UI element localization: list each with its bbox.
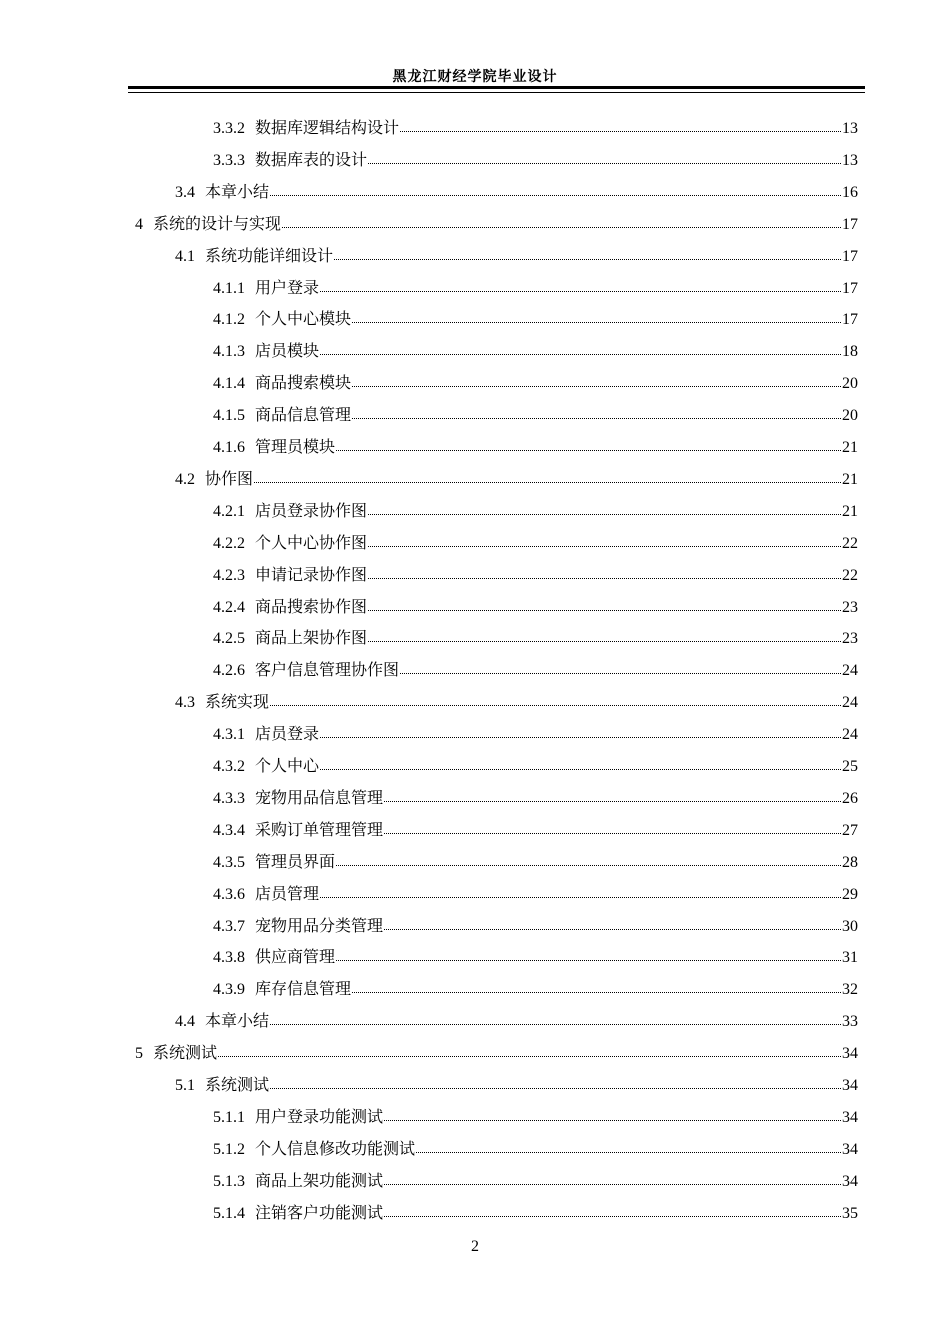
toc-entry-number: 4.2.1 — [213, 502, 245, 520]
toc-entry-number: 3.3.3 — [213, 151, 245, 169]
toc-entry-page: 24 — [842, 726, 858, 744]
toc-entry-page: 34 — [842, 1108, 858, 1126]
toc-dot-leader — [334, 245, 841, 260]
toc-entry[interactable] — [175, 691, 858, 713]
toc-entry-page: 34 — [842, 1172, 858, 1190]
toc-entry-number: 4.2 — [175, 470, 195, 488]
toc-dot-leader — [352, 978, 841, 993]
toc-dot-leader — [320, 340, 841, 355]
toc-entry-page: 31 — [842, 949, 858, 967]
header-rule-thick — [128, 86, 865, 89]
toc-entry-number: 4.2.5 — [213, 630, 245, 648]
toc-dot-leader — [368, 532, 841, 547]
toc-entry-page: 29 — [842, 885, 858, 903]
toc-entry[interactable] — [213, 851, 858, 873]
toc-entry-page: 13 — [842, 120, 858, 137]
toc-entry[interactable] — [213, 755, 858, 777]
toc-entry-page: 34 — [842, 1140, 858, 1158]
toc-entry-number: 4.2.3 — [213, 566, 245, 584]
toc-entry-title: 商品上架协作图 — [255, 628, 368, 648]
toc-entry-page: 18 — [842, 343, 858, 361]
toc-entry-title: 店员管理 — [255, 883, 320, 903]
toc-dot-leader — [384, 915, 841, 930]
toc-entry[interactable] — [175, 1074, 858, 1096]
toc-dot-leader — [352, 404, 841, 419]
toc-entry-title: 宠物用品信息管理 — [255, 787, 384, 807]
toc-entry-title: 数据库表的设计 — [255, 149, 368, 169]
toc-dot-leader — [352, 308, 841, 323]
toc-entry-page: 32 — [842, 981, 858, 999]
toc-entry[interactable] — [213, 500, 858, 522]
toc-entry-title: 本章小结 — [205, 181, 270, 201]
toc-entry-number: 4.3.7 — [213, 917, 245, 935]
toc-dot-leader — [368, 500, 841, 515]
toc-entry[interactable] — [213, 532, 858, 554]
toc-entry-number: 4.1.3 — [213, 343, 245, 361]
toc-entry[interactable] — [213, 915, 858, 937]
toc-entry-page: 21 — [842, 502, 858, 520]
toc-dot-leader — [320, 277, 841, 292]
toc-dot-leader — [254, 468, 841, 483]
toc-entry-page: 34 — [842, 1077, 858, 1094]
toc-dot-leader — [218, 1042, 841, 1057]
toc-entry-number: 4.2.4 — [213, 598, 245, 616]
toc-entry-page: 24 — [842, 694, 858, 712]
toc-entry-page: 23 — [842, 598, 858, 616]
toc-dot-leader — [400, 659, 841, 674]
toc-entry-number: 4.1.2 — [213, 311, 245, 329]
header-rule-thin — [128, 92, 865, 93]
toc-entry-title: 数据库逻辑结构设计 — [255, 118, 400, 137]
page-header-title: 黑龙江财经学院毕业设计 — [392, 69, 558, 85]
toc-entry-number: 4.4 — [175, 1013, 195, 1031]
toc-entry-title: 管理员界面 — [255, 851, 336, 871]
toc-entry-number: 4 — [135, 215, 143, 233]
toc-dot-leader — [320, 755, 841, 770]
toc-entry-page: 21 — [842, 470, 858, 488]
toc-entry[interactable] — [213, 883, 858, 905]
toc-dot-leader — [384, 1202, 841, 1217]
toc-entry-number: 3.3.2 — [213, 120, 245, 137]
toc-entry[interactable] — [175, 181, 858, 203]
toc-entry-title: 采购订单管理管理 — [255, 819, 384, 839]
toc-entry-page: 16 — [842, 183, 858, 201]
toc-entry-title: 本章小结 — [205, 1011, 270, 1031]
toc-entry-page: 17 — [842, 215, 858, 233]
toc-entry-number: 5.1.2 — [213, 1140, 245, 1158]
toc-entry-title: 商品上架功能测试 — [255, 1170, 384, 1190]
toc-entry[interactable] — [213, 404, 858, 426]
toc-entry-page: 28 — [842, 853, 858, 871]
toc-entry-number: 4.1.6 — [213, 439, 245, 456]
toc-dot-leader — [320, 883, 841, 898]
toc-entry[interactable] — [213, 436, 858, 458]
toc-entry-number: 4.2.6 — [213, 662, 245, 680]
toc-entry-number: 5.1.1 — [213, 1108, 245, 1126]
toc-entry-title: 协作图 — [205, 468, 254, 488]
toc-entry-title: 系统功能详细设计 — [205, 245, 334, 265]
toc-entry-number: 3.4 — [175, 183, 195, 201]
toc-dot-leader — [270, 1074, 841, 1089]
toc-entry-number: 4.1.5 — [213, 407, 245, 425]
toc-entry[interactable] — [213, 787, 858, 809]
toc-entry[interactable] — [213, 596, 858, 618]
toc-entry-title: 商品搜索协作图 — [255, 596, 368, 616]
toc-entry-page: 35 — [842, 1204, 858, 1222]
toc-entry-title: 个人信息修改功能测试 — [255, 1138, 416, 1158]
toc-entry-number: 4.1.1 — [213, 279, 245, 297]
toc-entry-number: 4.3.4 — [213, 821, 245, 839]
toc-dot-leader — [384, 819, 841, 834]
toc-entry-title: 注销客户功能测试 — [255, 1202, 384, 1222]
toc-entry-number: 4.3.8 — [213, 949, 245, 967]
toc-dot-leader — [384, 787, 841, 802]
toc-entry[interactable] — [213, 819, 858, 841]
toc-dot-leader — [270, 1010, 841, 1025]
toc-dot-leader — [368, 627, 841, 642]
toc-dot-leader — [270, 691, 841, 706]
toc-entry-title: 个人中心 — [255, 756, 320, 775]
toc-entry[interactable] — [135, 1042, 858, 1064]
toc-entry-number: 5 — [135, 1045, 143, 1063]
toc-entry-number: 4.3.6 — [213, 885, 245, 903]
toc-entry-title: 用户登录 — [255, 277, 320, 297]
toc-entry-title: 用户登录功能测试 — [255, 1106, 384, 1126]
toc-entry-page: 13 — [842, 151, 858, 169]
toc-entry-title: 店员模块 — [255, 341, 320, 361]
toc-entry-page: 34 — [842, 1045, 858, 1063]
toc-entry-page: 17 — [842, 311, 858, 329]
toc-entry-page: 26 — [842, 789, 858, 807]
toc-dot-leader — [336, 436, 841, 451]
toc-entry-page: 20 — [842, 407, 858, 425]
toc-entry-number: 4.1 — [175, 247, 195, 265]
toc-entry-title: 店员登录 — [255, 724, 320, 744]
toc-dot-leader — [336, 946, 841, 961]
toc-entry-title: 申请记录协作图 — [255, 564, 368, 584]
toc-entry[interactable] — [213, 1106, 858, 1128]
toc-entry[interactable] — [213, 659, 858, 681]
toc-entry-title: 系统的设计与实现 — [153, 213, 282, 233]
toc-entry-page: 27 — [842, 821, 858, 839]
toc-entry-number: 4.3.9 — [213, 981, 245, 999]
toc-entry-number: 4.3.5 — [213, 853, 245, 871]
toc-entry-page: 22 — [842, 534, 858, 552]
toc-entry[interactable] — [175, 245, 858, 267]
toc-entry-page: 17 — [842, 247, 858, 265]
toc-entry-title: 商品搜索模块 — [255, 373, 352, 393]
toc-entry-number: 4.1.4 — [213, 375, 245, 393]
page-number: 2 — [471, 1238, 479, 1255]
toc-entry-page: 25 — [842, 758, 858, 775]
toc-entry-title: 供应商管理 — [255, 947, 336, 967]
toc-entry[interactable] — [213, 372, 858, 394]
toc-entry[interactable] — [213, 946, 858, 968]
toc-dot-leader — [282, 213, 841, 228]
toc-dot-leader — [320, 723, 841, 738]
toc-entry[interactable] — [213, 1202, 858, 1224]
toc-entry[interactable] — [213, 627, 858, 649]
toc-entry-number: 4.3 — [175, 694, 195, 712]
toc-entry[interactable] — [213, 308, 858, 330]
toc-entry[interactable] — [175, 468, 858, 490]
toc-entry-number: 5.1 — [175, 1077, 195, 1094]
toc-entry-number: 5.1.3 — [213, 1172, 245, 1190]
toc-entry-title: 管理员模块 — [255, 437, 336, 456]
toc-entry[interactable] — [135, 213, 858, 235]
toc-entry[interactable] — [213, 723, 858, 745]
toc-entry-title: 宠物用品分类管理 — [255, 915, 384, 935]
toc-dot-leader — [270, 181, 841, 196]
toc-dot-leader — [368, 596, 841, 611]
toc-dot-leader — [384, 1170, 841, 1185]
toc-entry-page: 23 — [842, 630, 858, 648]
toc-entry[interactable] — [213, 117, 858, 139]
toc-entry-title: 客户信息管理协作图 — [255, 660, 400, 680]
toc-entry-page: 33 — [842, 1013, 858, 1031]
toc-entry[interactable] — [213, 1138, 858, 1160]
toc-entry-title: 库存信息管理 — [255, 979, 352, 999]
toc-entry-title: 店员登录协作图 — [255, 500, 368, 520]
toc-dot-leader — [400, 117, 841, 132]
toc-entry-title: 个人中心模块 — [255, 309, 352, 329]
toc-entry-number: 4.2.2 — [213, 534, 245, 552]
toc-entry[interactable] — [213, 277, 858, 299]
toc-entry-page: 22 — [842, 566, 858, 584]
toc-dot-leader — [384, 1106, 841, 1121]
toc-entry-number: 5.1.4 — [213, 1204, 245, 1222]
toc-entry-page: 21 — [842, 439, 858, 456]
toc-entry-title: 系统实现 — [205, 692, 270, 712]
toc-dot-leader — [368, 149, 841, 164]
toc-entry[interactable] — [213, 978, 858, 1000]
toc-entry[interactable] — [213, 149, 858, 171]
toc-entry-page: 24 — [842, 662, 858, 680]
toc-entry[interactable] — [213, 1170, 858, 1192]
toc-entry-title: 商品信息管理 — [255, 405, 352, 425]
toc-entry-number: 4.3.1 — [213, 726, 245, 744]
toc-entry-page: 20 — [842, 375, 858, 393]
toc-dot-leader — [416, 1138, 841, 1153]
toc-dot-leader — [352, 372, 841, 387]
toc-entry-title: 系统测试 — [153, 1043, 218, 1063]
toc-dot-leader — [336, 851, 841, 866]
toc-entry-page: 17 — [842, 279, 858, 297]
toc-entry-title: 系统测试 — [205, 1075, 270, 1094]
toc-entry[interactable] — [175, 1010, 858, 1032]
toc-entry-number: 4.3.2 — [213, 758, 245, 775]
toc-entry[interactable] — [213, 340, 858, 362]
toc-entry-page: 30 — [842, 917, 858, 935]
toc-entry[interactable] — [213, 564, 858, 586]
toc-entry-number: 4.3.3 — [213, 789, 245, 807]
toc-dot-leader — [368, 564, 841, 579]
toc-entry-title: 个人中心协作图 — [255, 532, 368, 552]
